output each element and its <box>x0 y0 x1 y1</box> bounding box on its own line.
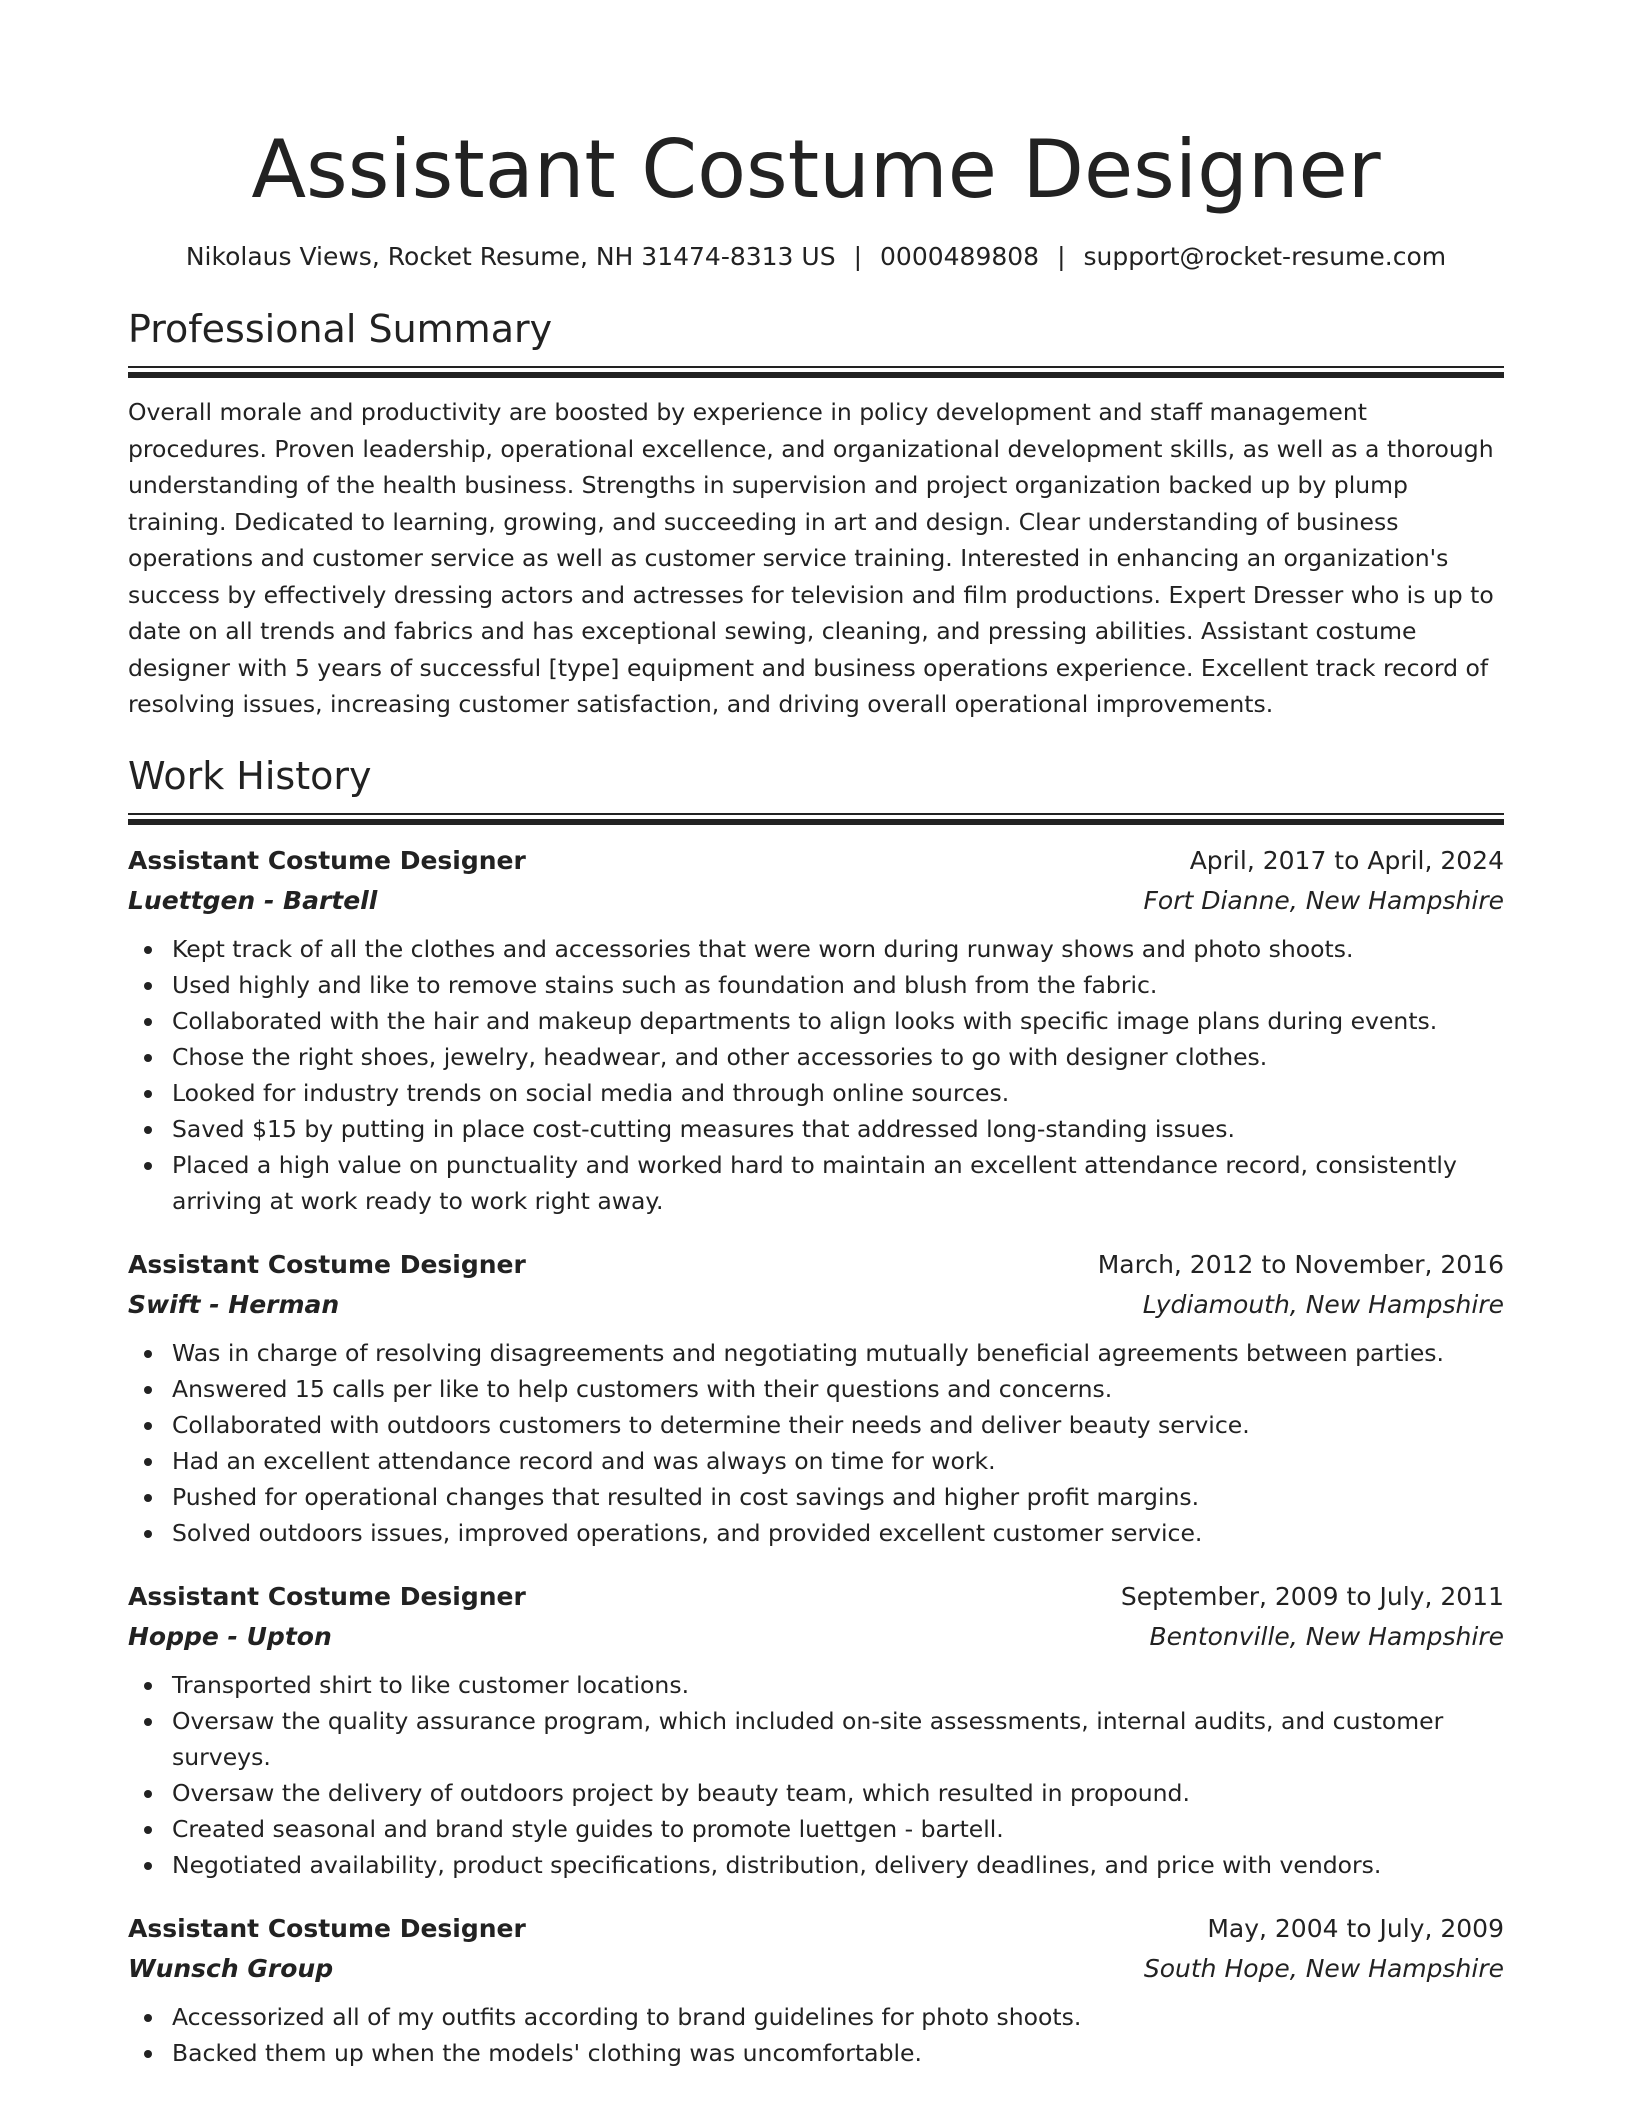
job-title: Assistant Costume Designer <box>128 1913 526 1943</box>
job-bullet: Collaborated with outdoors customers to determine their needs and deliver beauty service. <box>128 1407 1504 1443</box>
resume-title: Assistant Costume Designer <box>251 123 1381 216</box>
job-header-row <box>128 1577 1504 1617</box>
job-bullet: Chose the right shoes, jewelry, headwear, and other accessories to go with designer clothes. <box>128 1039 1504 1075</box>
job-location: Fort Dianne, New Hampshire <box>1143 885 1504 915</box>
section-rule-thick <box>128 372 1504 378</box>
job-header-row <box>128 1909 1504 1949</box>
job-bullet: Kept track of all the clothes and accessories that were worn during runway shows and photo shoots. <box>128 931 1504 967</box>
job-bullets <box>128 1667 1504 1883</box>
section-rule-thin <box>128 366 1504 368</box>
job-company-row <box>128 1617 1504 1657</box>
contact-email: support@rocket-resume.com <box>1083 242 1447 271</box>
job-bullet: Collaborated with the hair and makeup departments to align looks with specific image plans during events. <box>128 1003 1504 1039</box>
job-company: Wunsch Group <box>128 1953 334 1983</box>
job-entry <box>128 1245 1504 1551</box>
job-bullet: Was in charge of resolving disagreements and negotiating mutually beneficial agreements between parties. <box>128 1335 1504 1371</box>
job-location: Bentonville, New Hampshire <box>1149 1621 1504 1651</box>
job-bullet: Answered 15 calls per like to help customers with their questions and concerns. <box>128 1371 1504 1407</box>
section-rule-thin <box>128 813 1504 815</box>
work-history-section <box>128 751 1504 2071</box>
job-company-row <box>128 881 1504 921</box>
job-bullet: Solved outdoors issues, improved operations, and provided excellent customer service. <box>128 1515 1504 1551</box>
job-entry <box>128 1577 1504 1883</box>
job-bullets <box>128 1335 1504 1551</box>
job-dates: September, 2009 to July, 2011 <box>1120 1581 1504 1611</box>
job-bullet: Looked for industry trends on social media and through online sources. <box>128 1075 1504 1111</box>
job-title: Assistant Costume Designer <box>128 1581 526 1611</box>
job-dates: March, 2012 to November, 2016 <box>1097 1249 1504 1279</box>
job-entry <box>128 1909 1504 2071</box>
job-dates: April, 2017 to April, 2024 <box>1189 845 1504 875</box>
job-company-row <box>128 1285 1504 1325</box>
section-heading-summary: Professional Summary <box>128 307 553 351</box>
contact-separator: | <box>1057 242 1066 271</box>
job-bullet: Accessorized all of my outfits according to brand guidelines for photo shoots. <box>128 1999 1504 2035</box>
job-location: South Hope, New Hampshire <box>1143 1953 1504 1983</box>
job-company-row <box>128 1949 1504 1989</box>
job-bullet: Transported shirt to like customer locations. <box>128 1667 1504 1703</box>
contact-line <box>128 240 1504 274</box>
job-dates: May, 2004 to July, 2009 <box>1207 1913 1504 1943</box>
job-bullet: Used highly and like to remove stains such as foundation and blush from the fabric. <box>128 967 1504 1003</box>
job-bullet: Pushed for operational changes that resulted in cost savings and higher profit margins. <box>128 1479 1504 1515</box>
job-location: Lydiamouth, New Hampshire <box>1142 1289 1504 1319</box>
contact-phone: 0000489808 <box>880 242 1040 271</box>
job-bullet: Had an excellent attendance record and was always on time for work. <box>128 1443 1504 1479</box>
job-company: Luettgen - Bartell <box>128 885 378 915</box>
job-bullet: Oversaw the quality assurance program, which included on-site assessments, internal audits, and customer surveys. <box>128 1703 1504 1775</box>
job-title: Assistant Costume Designer <box>128 1249 526 1279</box>
job-header-row <box>128 841 1504 881</box>
job-bullet: Saved $15 by putting in place cost-cutting measures that addressed long-standing issues. <box>128 1111 1504 1147</box>
professional-summary-section <box>128 304 1504 723</box>
section-heading-work-history: Work History <box>128 753 372 798</box>
job-header-row <box>128 1245 1504 1285</box>
job-bullets <box>128 931 1504 1219</box>
job-bullet: Oversaw the delivery of outdoors project by beauty team, which resulted in propound. <box>128 1775 1504 1811</box>
section-rule-thick <box>128 819 1504 825</box>
job-company: Swift - Herman <box>128 1289 340 1319</box>
job-entry <box>128 841 1504 1219</box>
job-title: Assistant Costume Designer <box>128 845 526 875</box>
contact-address: Nikolaus Views, Rocket Resume, NH 31474-8313 US <box>185 242 836 271</box>
job-bullet: Backed them up when the models' clothing was uncomfortable. <box>128 2035 1504 2071</box>
contact-separator: | <box>853 242 863 271</box>
job-bullet: Negotiated availability, product specifications, distribution, delivery deadlines, and price with vendors. <box>128 1847 1504 1883</box>
job-bullet: Created seasonal and brand style guides to promote luettgen - bartell. <box>128 1811 1504 1847</box>
job-bullets <box>128 1999 1504 2071</box>
job-bullet: Placed a high value on punctuality and worked hard to maintain an excellent attendance record, consistently arriving at work ready to work right away. <box>128 1147 1504 1219</box>
job-company: Hoppe - Upton <box>128 1621 332 1651</box>
summary-text: Overall morale and productivity are boosted by experience in policy development and staff management procedures. Proven leadership, operational excellence, and organizational development skills, as well as a thorough understanding of the health business. Strengths in supervision and project organization backed up by plump training. Dedicated to learning, growing, and succeeding in art and design. Clear understanding of business operations and customer service as well as customer service training. Interested in enhancing an organization's success by effectively dressing actors and actresses for television and film productions. Expert Dresser who is up to date on all trends and fabrics and has exceptional sewing, cleaning, and pressing abilities. Assistant costume designer with 5 years of successful [type] equipment and business operations experience. Excellent track record of resolving issues, increasing customer satisfaction, and driving overall operational improvements. <box>128 398 1494 718</box>
